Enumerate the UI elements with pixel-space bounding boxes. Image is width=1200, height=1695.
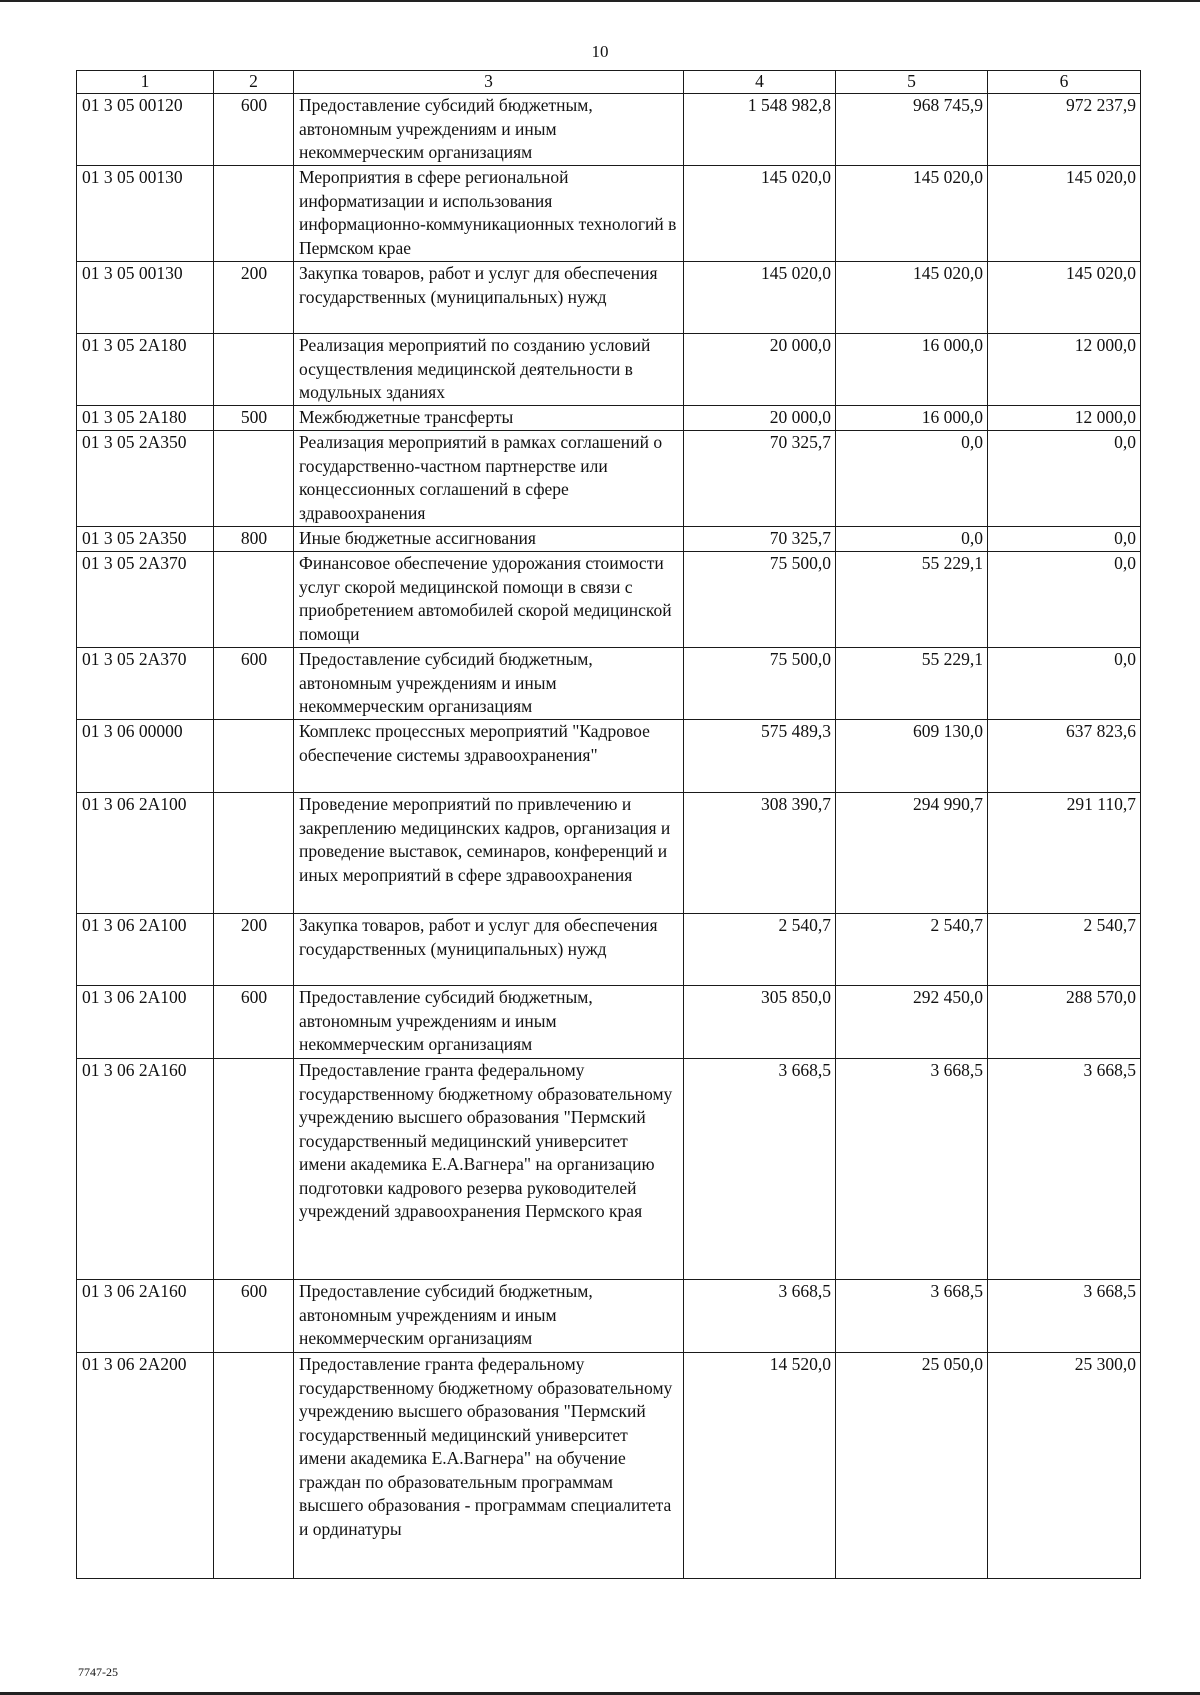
row-expense-type xyxy=(214,166,294,262)
row-name: Предоставление гранта федеральному государственному бюджетному образовательному учреждению высшего образования "Пермский государственный медицинский университет имени академика Е.А.Вагнера" на обучение граждан по образовательным программам высшего образования - программам специалитета и ординатуры xyxy=(294,1353,684,1579)
row-value-6: 291 110,7 xyxy=(988,793,1141,914)
row-value-6: 0,0 xyxy=(988,431,1141,527)
col-header-5: 5 xyxy=(836,71,988,94)
row-name: Иные бюджетные ассигнования xyxy=(294,527,684,552)
row-expense-type xyxy=(214,720,294,793)
table-row xyxy=(77,986,1141,1059)
table-row xyxy=(77,406,1141,431)
row-value-6: 3 668,5 xyxy=(988,1059,1141,1280)
table-row xyxy=(77,431,1141,527)
row-name: Реализация мероприятий в рамках соглашений о государственно-частном партнерстве или концессионных соглашений в сфере здравоохранения xyxy=(294,431,684,527)
row-value-5: 0,0 xyxy=(836,431,988,527)
row-value-6: 145 020,0 xyxy=(988,262,1141,334)
table-row xyxy=(77,1353,1141,1579)
row-value-5: 55 229,1 xyxy=(836,648,988,720)
page-number: 10 xyxy=(591,42,609,61)
row-name: Предоставление субсидий бюджетным, автономным учреждениям и иным некоммерческим организациям xyxy=(294,648,684,720)
row-value-5: 0,0 xyxy=(836,527,988,552)
row-code: 01 3 06 00000 xyxy=(77,720,214,793)
row-code: 01 3 06 2А160 xyxy=(77,1280,214,1353)
table-row xyxy=(77,1280,1141,1353)
row-value-4: 1 548 982,8 xyxy=(684,94,836,166)
row-expense-type: 200 xyxy=(214,914,294,986)
col-header-6: 6 xyxy=(988,71,1141,94)
row-code: 01 3 05 00120 xyxy=(77,94,214,166)
table-row xyxy=(77,648,1141,720)
row-value-5: 2 540,7 xyxy=(836,914,988,986)
row-value-4: 75 500,0 xyxy=(684,552,836,648)
row-value-5: 292 450,0 xyxy=(836,986,988,1059)
row-value-4: 3 668,5 xyxy=(684,1059,836,1280)
row-code: 01 3 05 2А370 xyxy=(77,648,214,720)
col-header-4: 4 xyxy=(684,71,836,94)
budget-table xyxy=(76,70,1141,1579)
row-name: Предоставление субсидий бюджетным, автономным учреждениям и иным некоммерческим организациям xyxy=(294,1280,684,1353)
table-row xyxy=(77,793,1141,914)
row-code: 01 3 06 2А200 xyxy=(77,1353,214,1579)
row-value-4: 75 500,0 xyxy=(684,648,836,720)
row-value-5: 145 020,0 xyxy=(836,262,988,334)
row-value-6: 145 020,0 xyxy=(988,166,1141,262)
row-code: 01 3 06 2А100 xyxy=(77,793,214,914)
row-name: Предоставление субсидий бюджетным, автономным учреждениям и иным некоммерческим организациям xyxy=(294,986,684,1059)
row-value-4: 145 020,0 xyxy=(684,166,836,262)
row-code: 01 3 06 2А100 xyxy=(77,986,214,1059)
row-name: Межбюджетные трансферты xyxy=(294,406,684,431)
row-value-6: 0,0 xyxy=(988,648,1141,720)
row-value-5: 609 130,0 xyxy=(836,720,988,793)
col-header-3: 3 xyxy=(294,71,684,94)
row-name: Закупка товаров, работ и услуг для обеспечения государственных (муниципальных) нужд xyxy=(294,914,684,986)
row-name: Проведение мероприятий по привлечению и закреплению медицинских кадров, организация и проведение выставок, семинаров, конференций и иных мероприятий в сфере здравоохранения xyxy=(294,793,684,914)
row-name: Финансовое обеспечение удорожания стоимости услуг скорой медицинской помощи в связи с приобретением автомобилей скорой медицинской помощи xyxy=(294,552,684,648)
row-code: 01 3 06 2А160 xyxy=(77,1059,214,1280)
row-name: Предоставление субсидий бюджетным, автономным учреждениям и иным некоммерческим организациям xyxy=(294,94,684,166)
row-name: Реализация мероприятий по созданию условий осуществления медицинской деятельности в модульных зданиях xyxy=(294,334,684,406)
table-row xyxy=(77,1059,1141,1280)
row-name: Закупка товаров, работ и услуг для обеспечения государственных (муниципальных) нужд xyxy=(294,262,684,334)
table-row xyxy=(77,527,1141,552)
table-row xyxy=(77,262,1141,334)
row-name: Комплекс процессных мероприятий "Кадровое обеспечение системы здравоохранения" xyxy=(294,720,684,793)
row-value-4: 14 520,0 xyxy=(684,1353,836,1579)
row-value-5: 294 990,7 xyxy=(836,793,988,914)
row-value-4: 70 325,7 xyxy=(684,431,836,527)
row-expense-type: 600 xyxy=(214,648,294,720)
scan-top-edge xyxy=(0,0,1200,2)
row-value-4: 305 850,0 xyxy=(684,986,836,1059)
row-value-6: 288 570,0 xyxy=(988,986,1141,1059)
row-value-5: 968 745,9 xyxy=(836,94,988,166)
row-value-4: 575 489,3 xyxy=(684,720,836,793)
row-value-6: 637 823,6 xyxy=(988,720,1141,793)
row-value-6: 2 540,7 xyxy=(988,914,1141,986)
row-value-5: 3 668,5 xyxy=(836,1059,988,1280)
table-row xyxy=(77,94,1141,166)
row-value-4: 3 668,5 xyxy=(684,1280,836,1353)
row-expense-type: 600 xyxy=(214,1280,294,1353)
row-expense-type: 600 xyxy=(214,986,294,1059)
row-code: 01 3 05 2А180 xyxy=(77,334,214,406)
row-code: 01 3 05 2А370 xyxy=(77,552,214,648)
row-value-5: 16 000,0 xyxy=(836,334,988,406)
row-code: 01 3 05 00130 xyxy=(77,166,214,262)
row-expense-type xyxy=(214,793,294,914)
row-name: Предоставление гранта федеральному государственному бюджетному образовательному учреждению высшего образования "Пермский государственный медицинский университет имени академика Е.А.Вагнера" на организацию подготовки кадрового резерва руководителей учреждений здравоохранения Пермского края xyxy=(294,1059,684,1280)
row-code: 01 3 05 00130 xyxy=(77,262,214,334)
row-value-4: 145 020,0 xyxy=(684,262,836,334)
row-expense-type xyxy=(214,334,294,406)
row-value-5: 3 668,5 xyxy=(836,1280,988,1353)
row-value-5: 145 020,0 xyxy=(836,166,988,262)
row-value-4: 308 390,7 xyxy=(684,793,836,914)
row-code: 01 3 05 2А350 xyxy=(77,431,214,527)
row-expense-type xyxy=(214,431,294,527)
table-row xyxy=(77,720,1141,793)
table-row xyxy=(77,552,1141,648)
row-value-4: 20 000,0 xyxy=(684,406,836,431)
col-header-1: 1 xyxy=(77,71,214,94)
row-expense-type: 600 xyxy=(214,94,294,166)
row-expense-type: 200 xyxy=(214,262,294,334)
row-value-6: 12 000,0 xyxy=(988,334,1141,406)
row-value-4: 70 325,7 xyxy=(684,527,836,552)
row-value-4: 20 000,0 xyxy=(684,334,836,406)
table-row xyxy=(77,166,1141,262)
row-code: 01 3 05 2А180 xyxy=(77,406,214,431)
col-header-2: 2 xyxy=(214,71,294,94)
row-code: 01 3 06 2А100 xyxy=(77,914,214,986)
table-row xyxy=(77,334,1141,406)
row-expense-type: 500 xyxy=(214,406,294,431)
row-value-6: 12 000,0 xyxy=(988,406,1141,431)
row-value-5: 16 000,0 xyxy=(836,406,988,431)
row-expense-type xyxy=(214,552,294,648)
row-value-6: 0,0 xyxy=(988,527,1141,552)
row-value-5: 55 229,1 xyxy=(836,552,988,648)
document-code: 7747-25 xyxy=(78,1665,118,1679)
row-value-6: 0,0 xyxy=(988,552,1141,648)
row-name: Мероприятия в сфере региональной информатизации и использования информационно-коммуникационных технологий в Пермском крае xyxy=(294,166,684,262)
row-expense-type: 800 xyxy=(214,527,294,552)
table-row xyxy=(77,914,1141,986)
row-value-5: 25 050,0 xyxy=(836,1353,988,1579)
row-expense-type xyxy=(214,1059,294,1280)
row-value-6: 25 300,0 xyxy=(988,1353,1141,1579)
row-code: 01 3 05 2А350 xyxy=(77,527,214,552)
row-value-4: 2 540,7 xyxy=(684,914,836,986)
row-expense-type xyxy=(214,1353,294,1579)
row-value-6: 3 668,5 xyxy=(988,1280,1141,1353)
row-value-6: 972 237,9 xyxy=(988,94,1141,166)
header-row xyxy=(77,71,1141,94)
